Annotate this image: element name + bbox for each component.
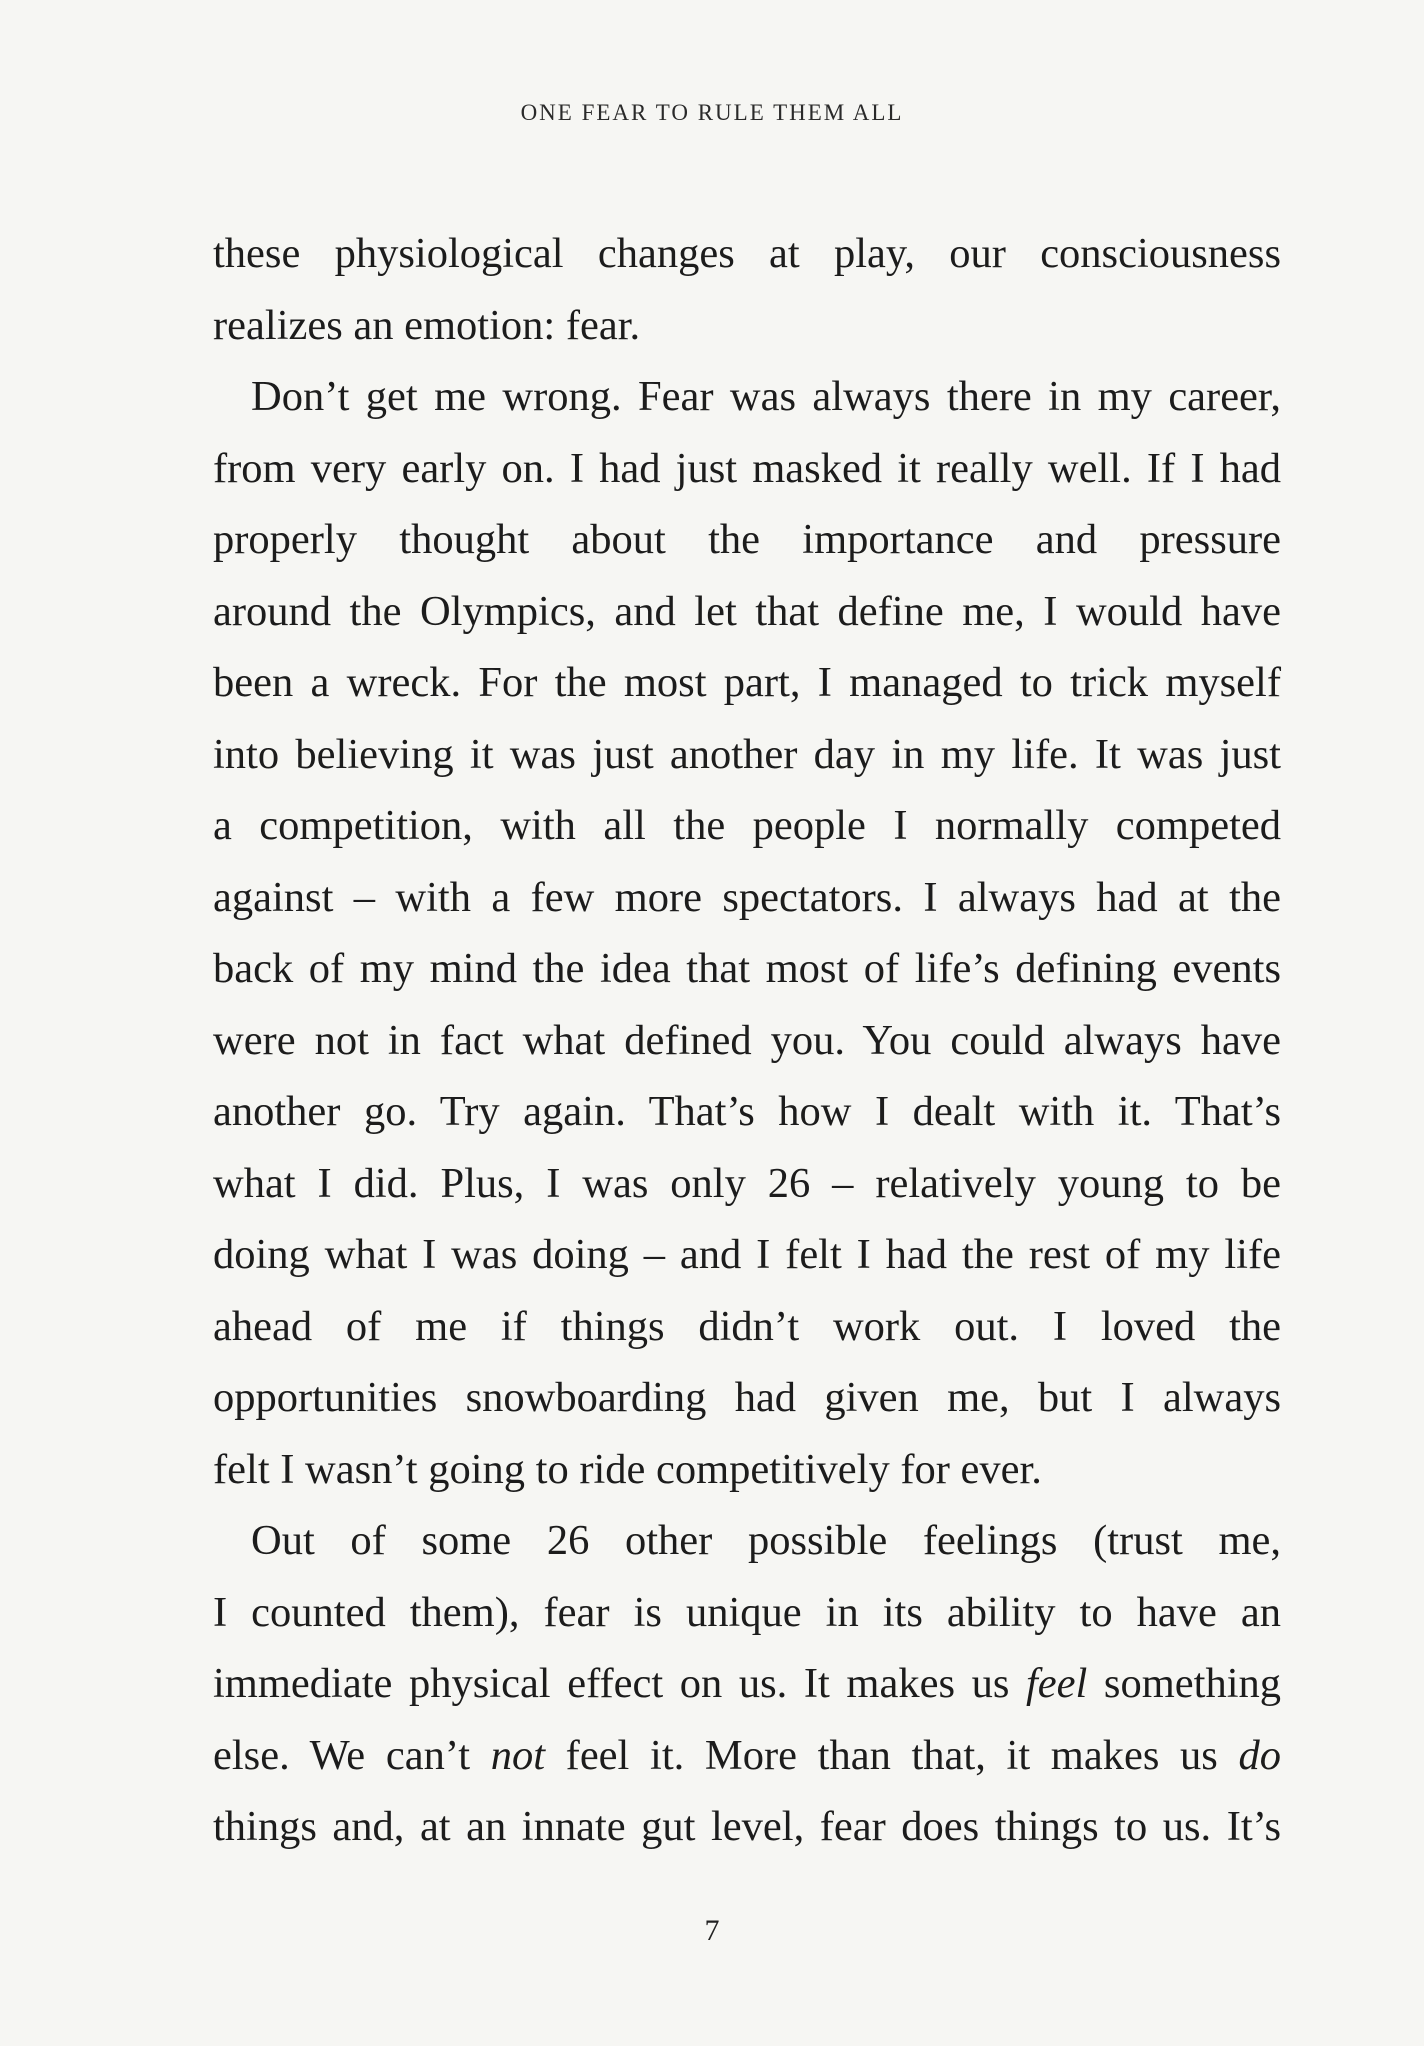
text-line: what I did. Plus, I was only 26 – relatively young to be [213,1159,1281,1207]
text-line: been a wreck. For the most part, I managed to trick myself [213,659,1281,706]
text-line: were not in fact what defined you. You could always have [213,1016,1281,1064]
text-line-rich [213,1648,1281,1720]
text-line: a competition, with all the people I normally competed [213,802,1281,849]
text-run: something [1087,1660,1282,1707]
text-line: from very early on. I had just masked it really well. If I had [213,444,1281,492]
text-line: these physiological changes at play, our consciousness [213,230,1281,277]
text-line: doing what I was doing – and I felt I had the rest of my life [213,1231,1281,1278]
text-line: felt I wasn’t going to ride competitively for ever. [213,1445,1042,1493]
text-line: into believing it was just another day in my life. It was just [213,730,1281,778]
text-line: another go. Try again. That’s how I dealt with it. That’s [213,1088,1281,1135]
text-run: immediate physical effect on us. It makes us [213,1660,1026,1707]
italic-run: feel [1025,1660,1088,1707]
text-line: realizes an emotion: fear. [213,301,641,349]
italic-run: not [490,1731,545,1779]
text-line: ahead of me if things didn’t work out. I loved the [213,1302,1281,1350]
text-line: properly thought about the importance and pressure [213,516,1281,563]
body-text [213,218,1281,1863]
page-number: 7 [704,1914,720,1947]
text-line: against – with a few more spectators. I always had at the [213,873,1281,921]
text-line: Out of some 26 other possible feelings (trust me, [251,1517,1281,1564]
text-line-rich [213,1720,1281,1792]
text-line: opportunities snowboarding had given me, but I always [213,1374,1281,1421]
text-run: else. We can’t [213,1731,491,1779]
text-line: I counted them), fear is unique in its ability to have an [213,1588,1281,1636]
text-line: around the Olympics, and let that define me, I would have [213,587,1281,635]
text-line: Don’t get me wrong. Fear was always there in my career, [251,373,1281,420]
text-line: back of my mind the idea that most of life’s defining events [213,945,1281,992]
running-head: ONE FEAR TO RULE THEM ALL [520,100,904,125]
text-line: things and, at an innate gut level, fear does things to us. It’s [213,1803,1281,1850]
text-run: feel it. More than that, it makes us [545,1731,1239,1779]
italic-run: do [1238,1731,1281,1779]
